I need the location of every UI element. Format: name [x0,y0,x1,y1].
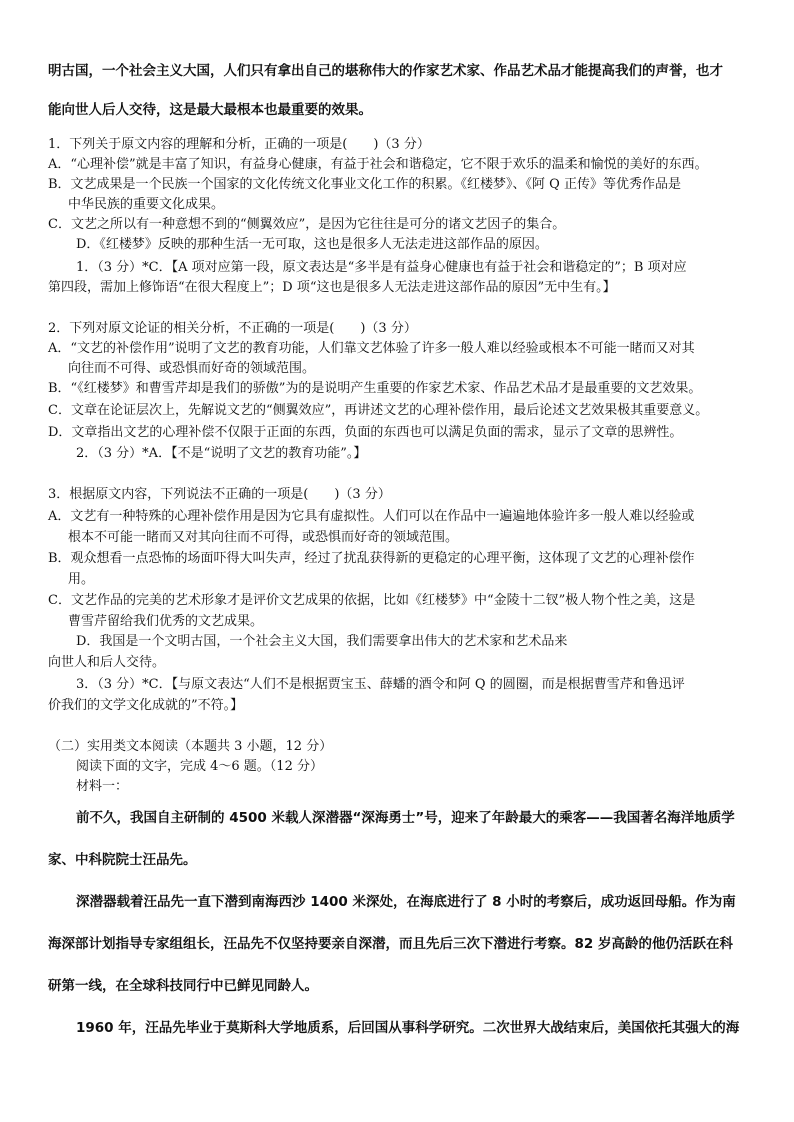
section-instructions: 阅读下面的文字，完成 4～6 题。（12 分） [76,759,323,774]
q2-option-a-cont: 向往而不可得、或恐惧而好奇的领域范围。 [68,361,316,376]
passage-p1-line-1: 前不久，我国自主研制的 4500 米载人深潜器“深海勇士”号，迎来了年龄最大的乘客——我国著名海洋地质学 [76,810,735,826]
section-title: （二）实用类文本阅读（本题共 3 小题，12 分） [48,739,333,754]
q1-option-b: B．文艺成果是一个民族一个国家的文化传统文化事业文化工作的积累。《红楼梦》、《阿 Q 正传》等优秀作品是 [48,177,681,192]
q3-option-b: B．观众想看一点恐怖的场面吓得大叫失声，经过了扰乱获得新的更稳定的心理平衡，这体现了文艺的心理补偿作 [48,551,695,566]
q3-option-a: A．文艺有一种特殊的心理补偿作用是因为它具有虚拟性。人们可以在作品中一遍遍地体验许多一般人难以经验或 [48,509,695,524]
q2-stem: 2．下列对原文论证的相关分析，不正确的一项是( )（3 分） [48,321,417,336]
q1-answer: 1．（3 分）*C．【A 项对应第一段，原文表达是“多半是有益身心健康也有益于社会和谐稳定的”；B 项对应 [76,260,687,275]
passage-p1-line-2: 家、中科院院士汪品先。 [48,852,197,868]
intro-line-2: 能向世人后人交待，这是最大最根本也最重要的效果。 [48,102,372,118]
q3-answer-cont: 价我们的文学文化成就的”不符。】 [48,698,244,713]
q2-option-d: D．文章指出文艺的心理补偿不仅限于正面的东西，负面的东西也可以满足负面的需求，显示了文章的思辨性。 [48,425,683,440]
passage-p2-line-2: 海深部计划指导专家组组长，汪品先不仅坚持要亲自深潜，而且先后三次下潜进行考察。82 岁高龄的他仍活跃在科 [48,936,733,952]
q2-option-c: C．文章在论证层次上，先解说文艺的“侧翼效应”，再讲述文艺的心理补偿作用，最后论述文艺效果极其重要意义。 [48,403,709,418]
q1-answer-cont: 第四段，需加上修饰语“在很大程度上”；D 项“这也是很多人无法走进这部作品的原因”无中生有。】 [48,280,616,295]
q2-option-a: A．“文艺的补偿作用”说明了文艺的教育功能，人们靠文艺体验了许多一般人难以经验或根本不可能一睹而又对其 [48,341,695,356]
q1-option-d: D．《红楼梦》反映的那种生活一无可取，这也是很多人无法走进这部作品的原因。 [76,237,548,252]
intro-line-1: 明古国，一个社会主义大国，人们只有拿出自己的堪称伟大的作家艺术家、作品艺术品才能提高我们的声誉，也才 [48,63,723,79]
q3-option-a-cont: 根本不可能一睹而又对其向往而不可得，或恐惧而好奇的领域范围。 [68,530,459,545]
q1-option-b-cont: 中华民族的重要文化成果。 [68,197,225,212]
q1-option-c: C．文艺之所以有一种意想不到的“侧翼效应”，是因为它往往是可分的诸文艺因子的集合。 [48,217,566,232]
q3-option-d: D．我国是一个文明古国，一个社会主义大国，我们需要拿出伟大的艺术家和艺术品来 [76,634,568,649]
passage-p2-line-3: 研第一线，在全球科技同行中已鲜见同龄人。 [48,978,318,994]
q3-option-b-cont: 用。 [68,572,95,587]
q3-option-d-cont: 向世人和后人交待。 [48,655,166,670]
passage-p2-line-1: 深潜器载着汪品先一直下潜到南海西沙 1400 米深处，在海底进行了 8 小时的考察后，成功返回母船。作为南 [76,894,736,910]
q3-option-c-cont: 曹雪芹留给我们优秀的文艺成果。 [68,614,264,629]
q3-answer: 3．（3 分）*C．【与原文表达“人们不是根据贾宝玉、薛蟠的酒令和阿 Q 的圆圈，而是根据曹雪芹和鲁迅评 [76,677,685,692]
q1-stem: 1．下列关于原文内容的理解和分析，正确的一项是( )（3 分） [48,137,430,152]
q2-answer: 2．（3 分）*A．【不是“说明了文艺的教育功能”。】 [76,446,367,461]
q3-stem: 3．根据原文内容，下列说法不正确的一项是( )（3 分） [48,487,391,502]
q3-option-c: C．文艺作品的完美的艺术形象才是评价文艺成果的依据，比如《红楼梦》中“金陵十二钗”极人物个性之美，这是 [48,593,696,608]
material-label: 材料一： [76,779,129,794]
passage-p3-line-1: 1960 年，汪品先毕业于莫斯科大学地质系，后回国从事科学研究。二次世界大战结束后，美国依托其强大的海 [76,1020,740,1036]
q1-option-a: A．“心理补偿”就是丰富了知识，有益身心健康，有益于社会和谐稳定，它不限于欢乐的温柔和愉悦的美好的东西。 [48,157,708,172]
q2-option-b: B．“《红楼梦》和曹雪芹却是我们的骄傲”为的是说明产生重要的作家艺术家、作品艺术品才是最重要的文艺效果。 [48,381,702,396]
